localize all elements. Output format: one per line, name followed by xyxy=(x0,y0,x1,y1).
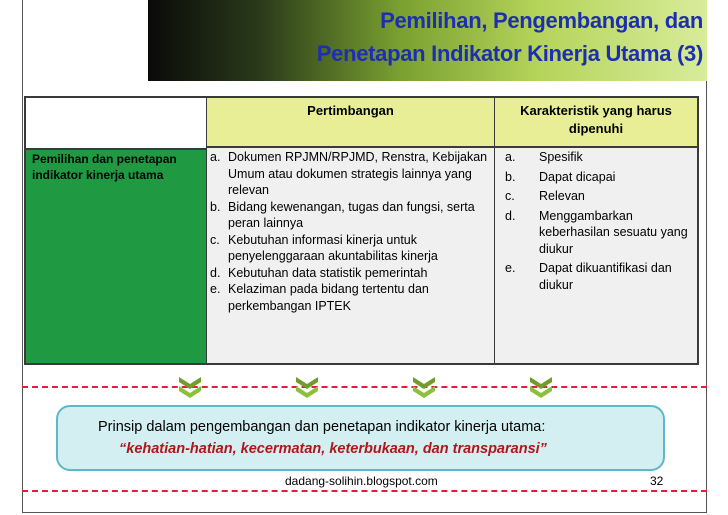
karakteristik-cell xyxy=(494,148,697,363)
list-item-text: Kebutuhan data statistik pemerintah xyxy=(228,265,428,280)
list-item xyxy=(207,199,494,232)
list-item-text: Relevan xyxy=(539,189,585,203)
header-karakteristik-label xyxy=(495,98,697,138)
title-line-1: Pemilihan, Pengembangan, dan xyxy=(380,8,703,33)
list-item-marker: c. xyxy=(210,232,220,247)
chevron-down-icon xyxy=(527,376,555,400)
list-item-text: Menggambarkan keberhasilan sesuatu yang diukur xyxy=(539,208,688,256)
list-item-marker: a. xyxy=(210,150,221,164)
list-item-marker: c. xyxy=(505,189,515,203)
list-item xyxy=(207,265,494,282)
list-item xyxy=(495,169,697,186)
header-pertimbangan-label: Pertimbangan xyxy=(307,103,394,118)
list-item xyxy=(495,208,697,258)
page-number: 32 xyxy=(650,474,664,488)
chevron-down-icon xyxy=(293,376,321,400)
list-item xyxy=(207,232,494,265)
dashed-divider-top xyxy=(22,386,707,388)
karakteristik-list xyxy=(495,148,697,293)
list-item-text: Bidang kewenangan, tugas dan fungsi, serta peran lainnya xyxy=(228,199,475,230)
list-item-text: Dapat dikuantifikasi dan diukur xyxy=(539,261,672,292)
row-label-cell xyxy=(26,148,206,363)
list-item xyxy=(207,281,494,314)
list-item-text: Kebutuhan informasi kinerja untuk penyelenggaraan akuntabilitas kinerja xyxy=(228,232,438,263)
principle-statement: Prinsip dalam pengembangan dan penetapan indikator kinerja utama: xyxy=(98,419,546,435)
list-item-marker: d. xyxy=(210,265,221,280)
header-karakteristik xyxy=(494,98,697,148)
pertimbangan-cell xyxy=(206,148,494,363)
criteria-table xyxy=(24,96,699,365)
footer-url: dadang-solihin.blogspot.com xyxy=(285,474,438,488)
list-item-text: Kelaziman pada bidang tertentu dan perkembangan IPTEK xyxy=(228,282,429,313)
list-item xyxy=(495,188,697,205)
header-pertimbangan xyxy=(206,98,494,148)
header-karakteristik-line-2: dipenuhi xyxy=(568,121,624,136)
header-karakteristik-line-1: Karakteristik yang harus xyxy=(520,103,672,118)
title-line-2: Penetapan Indikator Kinerja Utama (3) xyxy=(316,41,703,66)
principle-emphasis: “kehatian-hatian, kecermatan, keterbukaan, dan transparansi” xyxy=(119,441,547,457)
list-item-marker: b. xyxy=(210,199,221,214)
list-item-text: Dokumen RPJMN/RPJMD, Renstra, Kebijakan Umum atau dokumen strategis lainnya yang relevan xyxy=(228,150,488,197)
chevron-down-icon xyxy=(176,376,204,400)
list-item xyxy=(207,149,494,199)
chevron-down-icon xyxy=(410,376,438,400)
list-item-marker: e. xyxy=(210,282,221,296)
dashed-divider-bottom xyxy=(22,490,707,492)
pertimbangan-list xyxy=(207,148,494,314)
header-empty-cell xyxy=(26,98,206,148)
list-item-marker: e. xyxy=(505,261,516,275)
list-item-marker: d. xyxy=(505,208,516,223)
list-item-marker: b. xyxy=(505,169,516,184)
list-item-marker: a. xyxy=(505,150,516,164)
row-label: Pemilihan dan penetapan indikator kinerja utama xyxy=(32,152,177,182)
list-item-text: Spesifik xyxy=(539,150,583,164)
principle-box xyxy=(56,405,665,471)
list-item-text: Dapat dicapai xyxy=(539,169,616,184)
slide-title xyxy=(150,4,705,70)
list-item xyxy=(495,260,697,293)
list-item xyxy=(495,149,697,166)
